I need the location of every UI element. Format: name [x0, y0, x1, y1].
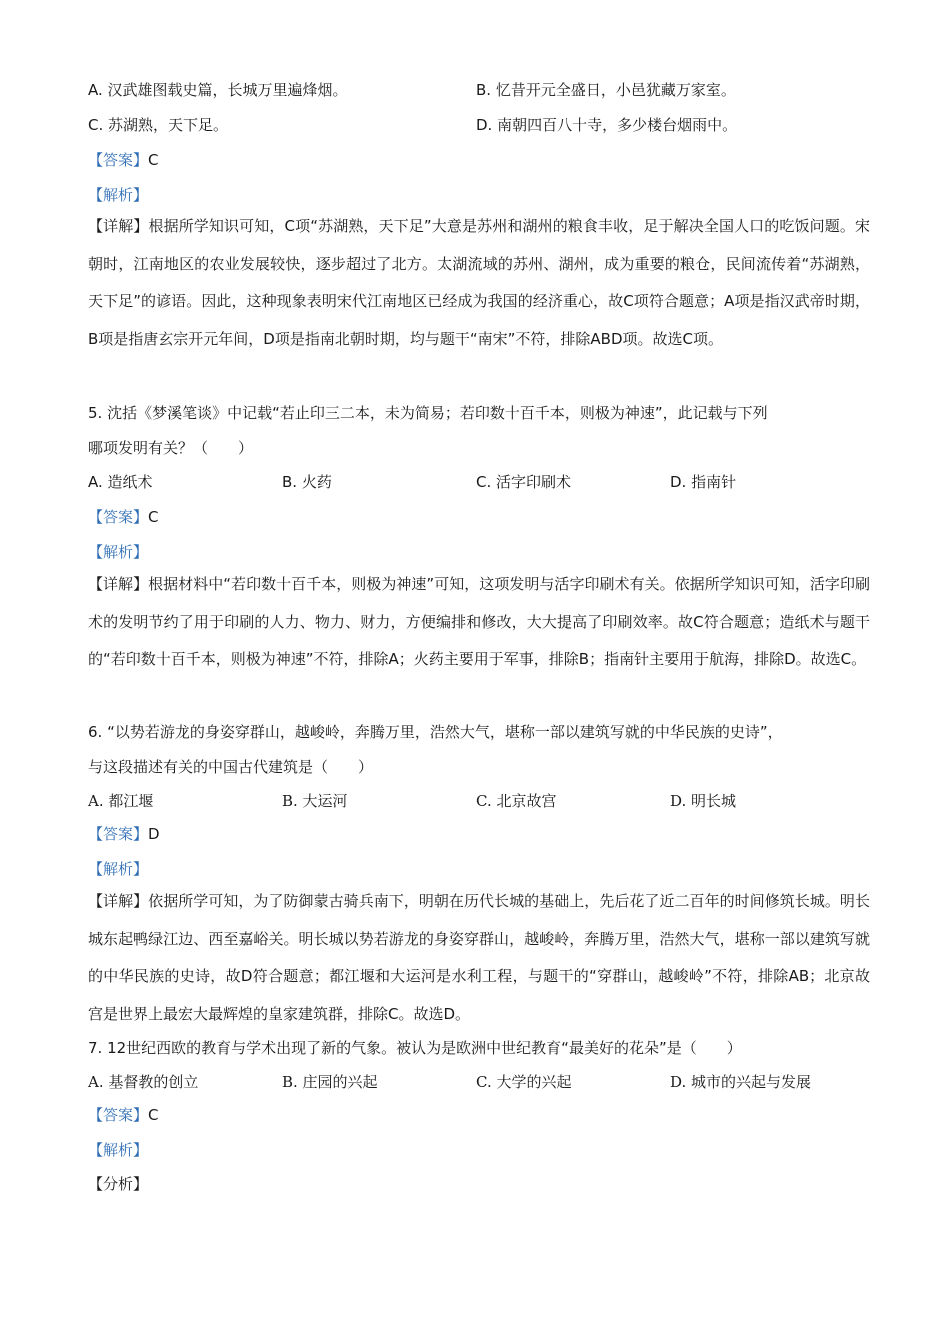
q6-option-d: D. 明长城 — [670, 792, 737, 810]
q6-answer — [88, 824, 160, 844]
q7-option-c: C. 大学的兴起 — [476, 1073, 572, 1091]
q7-fenxi-label: 【分析】 — [88, 1175, 149, 1193]
detail-label: 【详解】 — [88, 575, 149, 593]
detail-text: 根据所学知识可知，C项“苏湖熟，天下足”大意是苏州和湖州的粮食丰收，足于解决全国人口的吃饭问题。宋朝时，江南地区的农业发展较快，逐步超过了北方。太湖流域的苏州、湖州，成为重要的粮仓，民间流传着“苏湖熟，天下足”的谚语。因此，这种现象表明宋代江南地区已经成为我国的经济重心，故C项符合题意；A项是指汉武帝时期，B项是指唐玄宗开元年间，D项是指南北朝时期，均与题干“南宋”不符，排除ABD项。故选C项。 — [88, 217, 870, 348]
q5-stem-line1: 5. 沈括《梦溪笔谈》中记载“若止印三二本，未为简易；若印数十百千本，则极为神速”，此记载与下列 — [88, 404, 768, 422]
detail-label: 【详解】 — [88, 892, 149, 910]
q6-detail — [88, 883, 870, 1033]
q6-option-a: A. 都江堰 — [88, 792, 154, 810]
q5-option-d: D. 指南针 — [670, 473, 737, 491]
answer-label: 【答案】 — [88, 508, 149, 526]
detail-text: 根据材料中“若印数十百千本，则极为神速”可知，这项发明与活字印刷术有关。依据所学知识可知，活字印刷术的发明节约了用于印刷的人力、物力、财力，方便编排和修改，大大提高了印刷效率。故C符合题意；造纸术与题干的“若印数十百千本，则极为神速”不符，排除A；火药主要用于军事，排除B；指南针主要用于航海，排除D。故选C。 — [88, 575, 870, 669]
q5-answer — [88, 507, 159, 527]
answer-value: C — [148, 508, 159, 526]
q7-analysis-label: 【解析】 — [88, 1141, 149, 1159]
answer-value: C — [148, 1106, 159, 1124]
q5-option-a: A. 造纸术 — [88, 473, 153, 491]
q7-option-b: B. 庄园的兴起 — [282, 1073, 378, 1091]
q6-option-b: B. 大运河 — [282, 792, 348, 810]
answer-value: C — [148, 151, 159, 169]
q4-option-a: A. 汉武雄图载史篇，长城万里遍烽烟。 — [88, 81, 348, 99]
answer-label: 【答案】 — [88, 825, 149, 843]
answer-label: 【答案】 — [88, 1106, 149, 1124]
q6-option-c: C. 北京故宫 — [476, 792, 557, 810]
q4-detail — [88, 208, 870, 358]
q4-option-d: D. 南朝四百八十寺，多少楼台烟雨中。 — [476, 116, 738, 134]
q7-option-a: A. 基督教的创立 — [88, 1073, 199, 1091]
q6-stem-line1: 6. “以势若游龙的身姿穿群山，越峻岭，奔腾万里，浩然大气，堪称一部以建筑写就的中华民族的史诗”， — [88, 723, 783, 741]
q6-stem-line2: 与这段描述有关的中国古代建筑是（ ） — [88, 758, 374, 776]
q7-option-d: D. 城市的兴起与发展 — [670, 1073, 812, 1091]
q6-analysis-label: 【解析】 — [88, 860, 149, 878]
answer-value: D — [148, 825, 160, 843]
q5-option-b: B. 火药 — [282, 473, 332, 491]
q5-detail — [88, 566, 870, 679]
q4-option-b: B. 忆昔开元全盛日，小邑犹藏万家室。 — [476, 81, 736, 99]
q7-answer — [88, 1105, 159, 1125]
q5-analysis-label: 【解析】 — [88, 543, 149, 561]
q4-option-c: C. 苏湖熟，天下足。 — [88, 116, 229, 134]
q5-option-c: C. 活字印刷术 — [476, 473, 572, 491]
q7-stem: 7. 12世纪西欧的教育与学术出现了新的气象。被认为是欧洲中世纪教育“最美好的花朵”是（ ） — [88, 1039, 742, 1057]
q4-answer — [88, 150, 159, 170]
q5-stem-line2: 哪项发明有关？（ ） — [88, 439, 254, 457]
detail-text: 依据所学可知，为了防御蒙古骑兵南下，明朝在历代长城的基础上，先后花了近二百年的时间修筑长城。明长城东起鸭绿江边、西至嘉峪关。明长城以势若游龙的身姿穿群山，越峻岭，奔腾万里，浩然大气，堪称一部以建筑写就的中华民族的史诗，故D符合题意；都江堰和大运河是水利工程，与题干的“穿群山，越峻岭”不符，排除AB；北京故宫是世界上最宏大最辉煌的皇家建筑群，排除C。故选D。 — [88, 892, 870, 1023]
answer-label: 【答案】 — [88, 151, 149, 169]
detail-label: 【详解】 — [88, 217, 149, 235]
q4-analysis-label: 【解析】 — [88, 186, 149, 204]
